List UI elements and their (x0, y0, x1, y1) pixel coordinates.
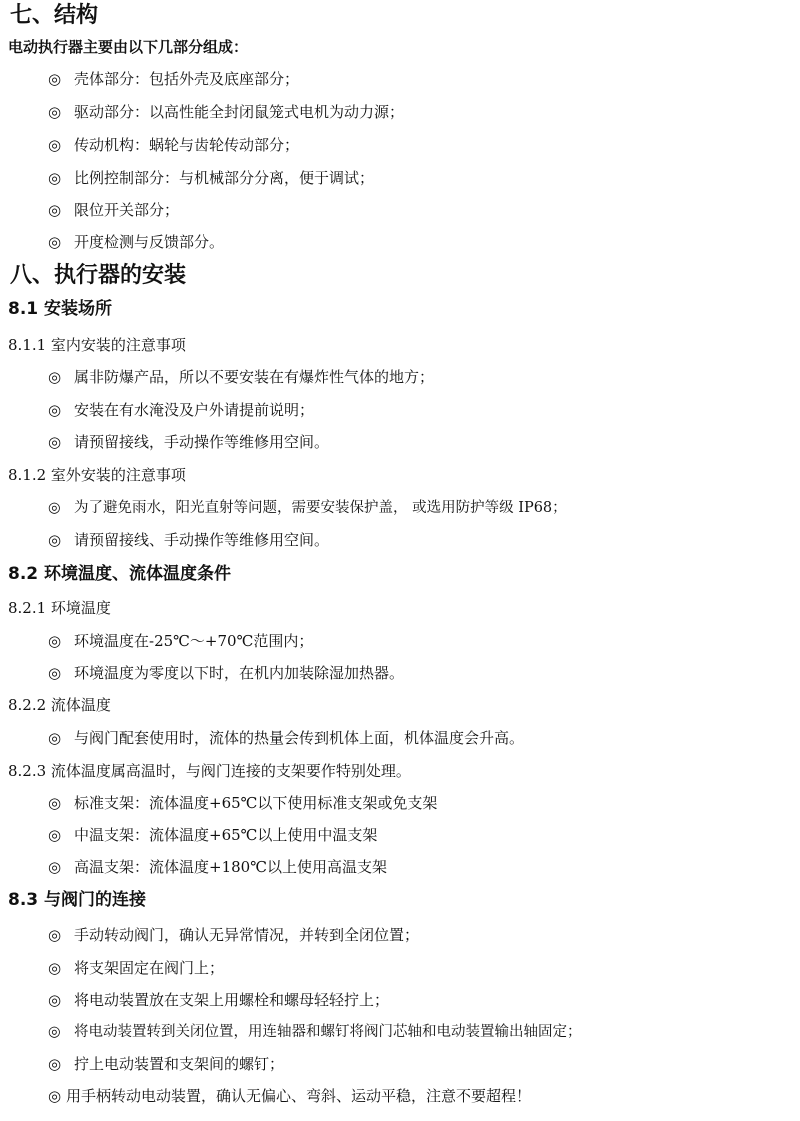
list-item (48, 134, 299, 156)
bullet-icon: ◎ (48, 433, 62, 451)
list-item-text: 环境温度为零度以下时，在机内加装除湿加热器。 (74, 664, 405, 682)
list-item-text: 高温支架：流体温度+180℃以上使用高温支架 (74, 858, 387, 876)
section-8-1-1-title: 8.1.1 室内安装的注意事项 (8, 336, 186, 354)
list-item (48, 1021, 582, 1043)
bullet-icon: ◎ (48, 401, 62, 419)
list-item-text: 标准支架：流体温度+65℃以下使用标准支架或免支架 (74, 794, 438, 812)
bullet-icon: ◎ (48, 70, 62, 88)
section-8-1-title: 8.1 安装场所 (8, 299, 113, 319)
list-item-text: 请预留接线、手动操作等维修用空间。 (74, 531, 330, 549)
section-8-2-title: 8.2 环境温度、流体温度条件 (8, 564, 232, 584)
bullet-icon: ◎ (48, 233, 62, 251)
list-item (48, 68, 299, 90)
list-item (48, 101, 404, 123)
list-item (48, 167, 374, 189)
list-item-text: 限位开关部分； (74, 201, 180, 219)
list-item (48, 399, 314, 421)
section-8-1-2-title: 8.1.2 室外安装的注意事项 (8, 466, 186, 484)
list-item (48, 989, 389, 1011)
list-item-text: 拧上电动装置和支架间的螺钉； (74, 1055, 285, 1073)
bullet-icon: ◎ (48, 368, 62, 386)
list-item (48, 199, 179, 221)
bullet-icon: ◎ (48, 1024, 61, 1040)
list-item-text: 将电动装置放在支架上用螺栓和螺母轻轻拧上； (74, 991, 390, 1009)
bullet-icon: ◎ (48, 169, 62, 187)
list-item-text: 驱动部分：以高性能全封闭鼠笼式电机为动力源； (74, 103, 405, 121)
bullet-icon: ◎ (48, 794, 62, 812)
list-item (48, 1053, 284, 1075)
bullet-icon: ◎ (48, 531, 62, 549)
bullet-icon: ◎ (48, 201, 62, 219)
list-item (48, 957, 224, 979)
list-item (48, 792, 437, 814)
list-item-text: 传动机构：蜗轮与齿轮传动部分； (74, 136, 300, 154)
list-item (48, 824, 377, 846)
list-item-text: 中温支架：流体温度+65℃以上使用中温支架 (74, 826, 378, 844)
list-item-text: 将电动装置转到关闭位置，用连轴器和螺钉将阀门芯轴和电动装置输出轴固定； (74, 1024, 582, 1040)
list-item-text: 壳体部分：包括外壳及底座部分； (74, 70, 300, 88)
list-item-text: 为了避免雨水，阳光直射等问题，需要安装保护盖， 或选用防护等级 IP68； (74, 500, 567, 516)
list-item (48, 924, 419, 946)
bullet-icon: ◎ (48, 926, 62, 944)
list-item-text: 与阀门配套使用时，流体的热量会传到机体上面，机体温度会升高。 (74, 729, 525, 747)
list-item-text: 将支架固定在阀门上； (74, 959, 225, 977)
bullet-icon: ◎ (48, 136, 62, 154)
list-item-text: 请预留接线，手动操作等维修用空间。 (74, 433, 330, 451)
bullet-icon: ◎ (48, 632, 62, 650)
list-item (48, 497, 567, 519)
list-item (48, 630, 313, 652)
list-item-text: 手动转动阀门，确认无异常情况，并转到全闭位置； (74, 926, 420, 944)
bullet-icon: ◎ (48, 858, 62, 876)
bullet-icon: ◎ (48, 826, 62, 844)
section-8-2-2-title: 8.2.2 流体温度 (8, 696, 111, 714)
section-8-title: 八、执行器的安装 (10, 263, 187, 288)
bullet-icon: ◎ (48, 500, 61, 516)
list-item (48, 856, 387, 878)
list-item-text: 开度检测与反馈部分。 (74, 233, 225, 251)
section-7-title: 七、结构 (10, 3, 99, 28)
bullet-icon: ◎ (48, 959, 62, 977)
list-item-text: 用手柄转动电动装置，确认无偏心、弯斜、运动平稳，注意不要超程！ (66, 1087, 532, 1105)
bullet-icon: ◎ (48, 1055, 62, 1073)
list-item-text: 比例控制部分：与机械部分分离，便于调试； (74, 169, 375, 187)
list-item (48, 727, 524, 749)
section-8-2-1-title: 8.2.1 环境温度 (8, 599, 111, 617)
list-item (48, 231, 224, 253)
list-item (48, 1085, 531, 1107)
list-item-text: 环境温度在-25℃～+70℃范围内； (74, 632, 314, 650)
section-8-3-title: 8.3 与阀门的连接 (8, 890, 147, 910)
bullet-icon: ◎ (48, 1087, 62, 1105)
bullet-icon: ◎ (48, 664, 62, 682)
bullet-icon: ◎ (48, 103, 62, 121)
list-item-text: 安装在有水淹没及户外请提前说明； (74, 401, 315, 419)
bullet-icon: ◎ (48, 729, 62, 747)
section-8-2-3-title: 8.2.3 流体温度属高温时，与阀门连接的支架要作特别处理。 (8, 762, 411, 780)
list-item (48, 529, 329, 551)
list-item (48, 662, 404, 684)
list-item (48, 366, 434, 388)
section-7-intro: 电动执行器主要由以下几部分组成： (8, 38, 249, 56)
bullet-icon: ◎ (48, 991, 62, 1009)
list-item-text: 属非防爆产品，所以不要安装在有爆炸性气体的地方； (74, 368, 435, 386)
list-item (48, 431, 329, 453)
